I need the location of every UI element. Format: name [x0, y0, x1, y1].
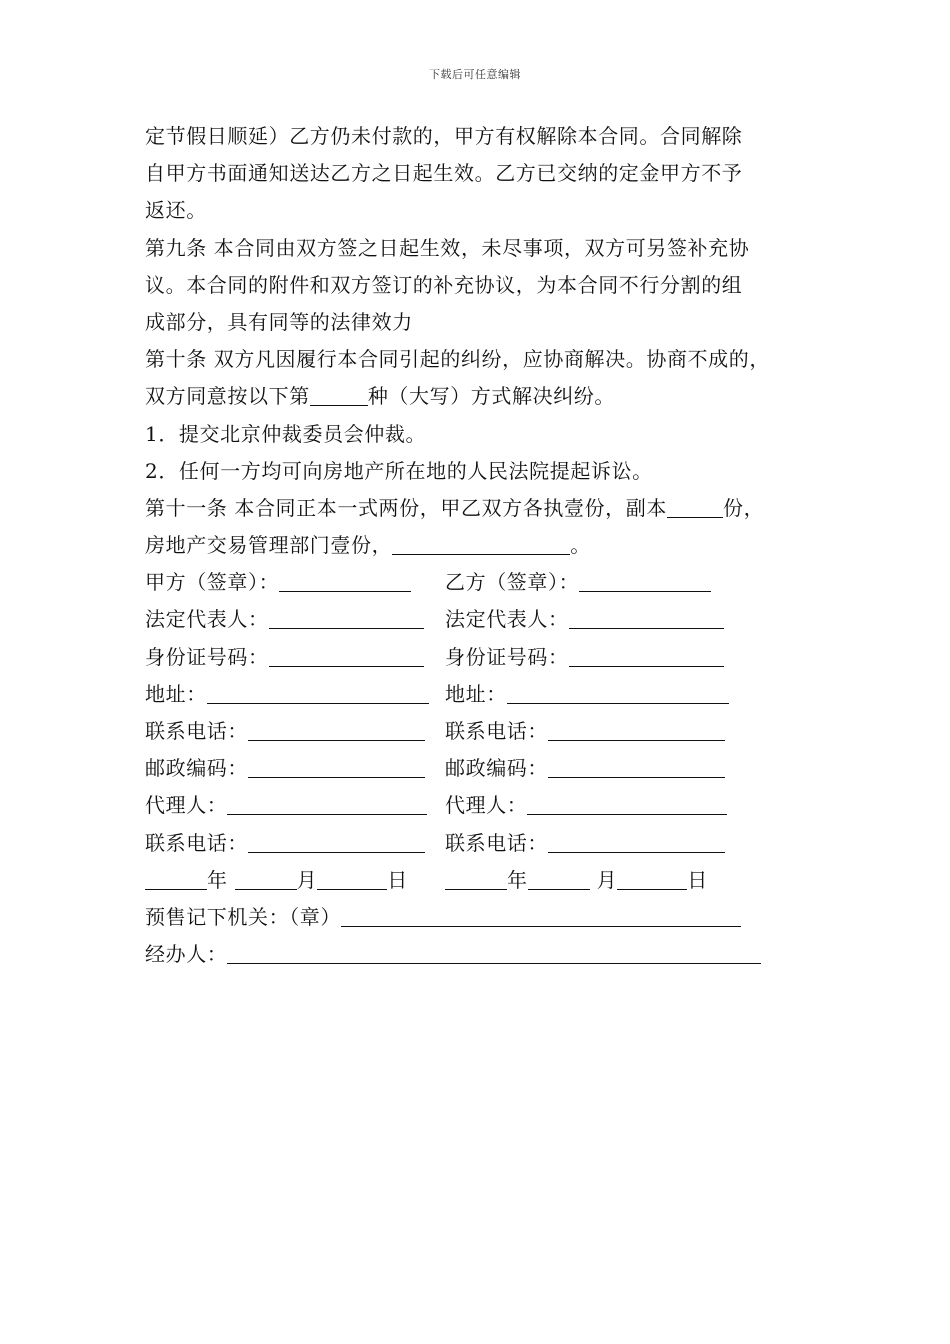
party-b-day-field[interactable] [617, 867, 687, 890]
party-b-signature-field[interactable] [579, 569, 711, 592]
article-10-line: 第十条 双方凡因履行本合同引起的纠纷，应协商解决。协商不成的， [145, 347, 770, 372]
handler-row [145, 936, 835, 973]
registration-office-label: 预售记下机关：（章） [145, 904, 341, 929]
article-10-text: 双方同意按以下第 [145, 384, 310, 409]
signature-row [145, 787, 835, 824]
year-label: 年 [207, 867, 228, 892]
article-10-line [145, 378, 835, 415]
article-11-text: 房地产交易管理部门壹份， [145, 533, 393, 558]
party-a-label: 甲方（签章）： [145, 570, 280, 595]
article-11-line [145, 490, 835, 527]
party-b-label: 乙方（签章）： [445, 570, 580, 595]
legal-rep-label: 法定代表人： [145, 607, 269, 632]
party-a-year-field[interactable] [145, 867, 207, 890]
signature-row [145, 601, 835, 638]
registration-office-field[interactable] [341, 904, 741, 927]
month-label: 月 [296, 867, 318, 892]
phone-label: 联系电话： [445, 719, 548, 743]
article-10-text: 种（大写）方式解决纠纷。 [367, 384, 616, 409]
id-number-label: 身份证号码： [145, 644, 269, 669]
document-body [145, 118, 835, 973]
header-note: 下载后可任意编辑 [429, 68, 521, 81]
party-b-postcode-field[interactable] [548, 755, 725, 778]
signature-row [145, 639, 835, 676]
handler-label: 经办人： [145, 942, 228, 967]
copies-count-blank[interactable] [667, 495, 723, 518]
signature-row [145, 713, 835, 750]
phone-label: 联系电话： [145, 830, 248, 855]
month-label: 月 [596, 867, 618, 892]
postcode-label: 邮政编码： [145, 756, 248, 781]
legal-rep-label: 法定代表人： [445, 607, 569, 632]
phone-label: 联系电话： [145, 719, 248, 743]
agent-label: 代理人： [445, 793, 528, 818]
paragraph-line: 返还。 [145, 198, 207, 223]
party-b-id-field[interactable] [569, 644, 724, 667]
phone-label: 联系电话： [445, 830, 548, 855]
paragraph-line: 定节假日顺延）乙方仍未付款的，甲方有权解除本合同。合同解除 [145, 124, 743, 148]
party-a-address-field[interactable] [207, 681, 429, 704]
party-b-agent-field[interactable] [527, 792, 727, 815]
article-11-line [145, 527, 835, 564]
party-a-legal-rep-field[interactable] [269, 606, 424, 629]
option-arbitration: 1．提交北京仲裁委员会仲裁。 [145, 421, 427, 446]
article-11-text: 份， [722, 495, 765, 520]
party-b-address-field[interactable] [507, 681, 729, 704]
party-a-agent-phone-field[interactable] [248, 830, 425, 853]
other-party-blank[interactable] [392, 532, 570, 555]
postcode-label: 邮政编码： [445, 756, 548, 781]
registration-office-row [145, 899, 835, 936]
article-11-text: 。 [570, 533, 591, 558]
party-a-postcode-field[interactable] [248, 755, 425, 778]
party-b-year-field[interactable] [445, 867, 507, 890]
date-row [145, 862, 835, 899]
signature-row [145, 825, 835, 862]
party-b-month-field[interactable] [528, 867, 590, 890]
paragraph-line: 自甲方书面通知送达乙方之日起生效。乙方已交纳的定金甲方不予 [145, 161, 743, 186]
year-label: 年 [507, 867, 528, 892]
article-9-line: 议。本合同的附件和双方签订的补充协议，为本合同不行分割的组 [145, 272, 743, 297]
party-b-legal-rep-field[interactable] [569, 606, 724, 629]
day-label: 日 [687, 867, 708, 892]
signature-row [145, 750, 835, 787]
article-9-line: 成部分，具有同等的法律效力 [145, 309, 413, 334]
dispute-method-blank[interactable] [310, 383, 368, 406]
address-label: 地址： [445, 681, 507, 706]
party-b-agent-phone-field[interactable] [548, 830, 725, 853]
party-a-day-field[interactable] [317, 867, 387, 890]
party-a-agent-field[interactable] [227, 792, 427, 815]
address-label: 地址： [145, 681, 207, 706]
option-litigation: 2．任何一方均可向房地产所在地的人民法院提起诉讼。 [145, 458, 653, 483]
id-number-label: 身份证号码： [445, 644, 569, 669]
signature-row [145, 564, 835, 601]
party-a-phone-field[interactable] [248, 718, 425, 741]
handler-field[interactable] [227, 941, 761, 964]
agent-label: 代理人： [145, 793, 228, 818]
party-a-id-field[interactable] [269, 644, 424, 667]
article-9-line: 第九条 本合同由双方签之日起生效，未尽事项，双方可另签补充协 [145, 235, 750, 260]
party-b-phone-field[interactable] [548, 718, 725, 741]
signature-row [145, 676, 835, 713]
party-a-month-field[interactable] [235, 867, 297, 890]
party-a-signature-field[interactable] [279, 569, 411, 592]
article-11-text: 第十一条 本合同正本一式两份，甲乙双方各执壹份，副本 [145, 495, 667, 520]
day-label: 日 [387, 867, 408, 892]
